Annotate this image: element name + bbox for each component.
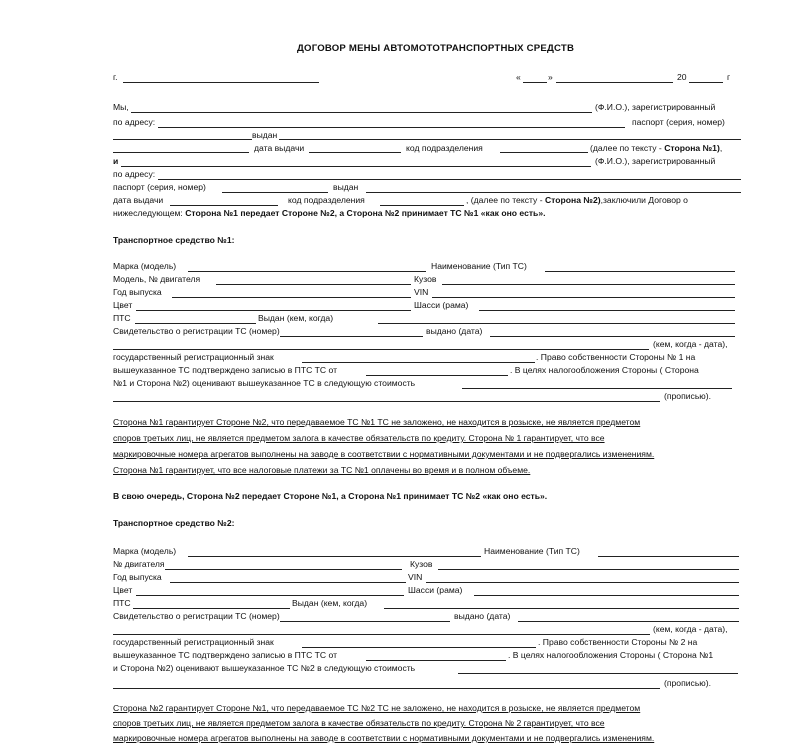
passport1-label: паспорт (серия, номер) [632,117,725,127]
v1-make-label: Марка (модель) [113,261,177,271]
v1-name-type-label: Наименование (Тип ТС) [431,261,527,271]
v2-make-field[interactable] [188,556,481,557]
v2-vin-field[interactable] [426,582,739,583]
v1-body-label: Кузов [414,274,437,284]
subject-line: нижеследующем: Сторона №1 передает Стороне №2, а Сторона №2 принимает ТС №1 «как оно есть». [113,208,546,218]
v1-vin-field[interactable] [432,297,735,298]
v1-year-label: Год выпуска [113,287,162,297]
v2-chassis-field[interactable] [474,595,739,596]
document-title: ДОГОВОР МЕНЫ АВТОМОТОТРАНСПОРТНЫХ СРЕДСТВ [297,43,575,54]
day-field[interactable] [523,82,547,83]
v1-body-field[interactable] [442,284,735,285]
vehicle2-heading: Транспортное средство №2: [113,518,235,528]
issue-date2-field[interactable] [170,205,278,206]
v2-who-when-field[interactable] [113,634,650,635]
year-field[interactable] [689,82,723,83]
issued2-field[interactable] [366,192,741,193]
we-label: Мы, [113,102,129,112]
v1-pts-label: ПТС [113,313,131,323]
v2-vin-label: VIN [408,572,423,582]
guarantee1-line: Сторона №1 гарантирует Стороне №2, что передаваемое ТС №1 ТС не заложено, не находится в розыске, не является предметом [113,417,641,427]
v1-engine-label: Модель, № двигателя [113,274,201,284]
issued1-label: выдан [252,130,278,140]
v2-pts-field[interactable] [133,608,290,609]
v1-chassis-field[interactable] [479,310,735,311]
guarantee1-line: Сторона №1 гарантирует, что все налоговые платежи за ТС №1 оплачены во время и в полном объеме. [113,465,531,475]
v1-reg-cert-label: Свидетельство о регистрации ТС (номер) [113,326,280,336]
v1-reg-cert-field[interactable] [280,336,423,337]
v2-body-field[interactable] [438,569,739,570]
dept-code1-label: код подразделения [406,143,483,153]
v1-color-label: Цвет [113,300,133,310]
v1-tax-text: . В целях налогообложения Стороны ( Сторона [510,365,699,375]
v1-make-field[interactable] [188,271,426,272]
dept-code2-field[interactable] [380,205,464,206]
month-field[interactable] [556,82,673,83]
issued1-cont-field[interactable] [113,152,249,153]
address1-field[interactable] [158,127,625,128]
year-prefix: 20 [677,72,687,82]
v2-pts-issued-field[interactable] [384,608,739,609]
v1-chassis-label: Шасси (рама) [414,300,469,310]
city-label: г. [113,72,118,82]
vehicle1-heading: Транспортное средство №1: [113,235,235,245]
v2-ownership-text: . Право собственности Стороны № 2 на [538,637,698,647]
passport1-number-field[interactable] [113,139,249,140]
address1-label: по адресу: [113,117,156,127]
year-suffix: г [727,72,731,82]
and-label: и [113,156,119,166]
v2-reg-issued-field[interactable] [518,621,739,622]
city-field[interactable] [123,82,319,83]
v2-pts-issued-label: Выдан (кем, когда) [292,598,368,608]
v1-confirmed-text: вышеуказанное ТС подтверждено записью в ПТС ТС от [113,365,338,375]
v1-who-when-label: (кем, когда - дата), [653,339,728,349]
v1-valuation-text: №1 и Сторона №2) оценивают вышеуказанное ТС в следующую стоимость [113,378,416,388]
v2-color-label: Цвет [113,585,133,595]
v1-value-field[interactable] [462,388,732,389]
v1-confirmed-date-field[interactable] [366,375,508,376]
fio2-field[interactable] [121,166,591,167]
fio1-label: (Ф.И.О.), зарегистрированный [595,102,716,112]
v1-pts-issued-field[interactable] [378,323,735,324]
v1-reg-issued-field[interactable] [490,336,735,337]
guarantee2-line: споров третьих лиц, не является предметом залога в качестве обязательств по кредиту. Сторона № 2 гарантирует, что все [113,718,605,728]
v1-who-when-field[interactable] [113,349,649,350]
v2-engine-field[interactable] [165,569,402,570]
v2-in-words-label: (прописью). [664,678,711,688]
v1-pts-field[interactable] [135,323,256,324]
v1-plate-field[interactable] [302,362,535,363]
v2-valuation-text: и Сторона №2) оценивают вышеуказанное ТС №2 в следующую стоимость [113,663,416,673]
issued2-label: выдан [333,182,359,192]
v2-confirmed-date-field[interactable] [366,660,506,661]
v2-plate-field[interactable] [302,647,536,648]
v2-name-type-field[interactable] [598,556,739,557]
v2-confirmed-text: вышеуказанное ТС подтверждено записью в ПТС ТС от [113,650,338,660]
dept-code2-label: код подразделения [288,195,365,205]
issue-date1-field[interactable] [309,152,401,153]
v2-who-when-label: (кем, когда - дата), [653,624,728,634]
v2-year-field[interactable] [170,582,406,583]
v1-pts-issued-label: Выдан (кем, когда) [258,313,334,323]
v2-reg-issued-label: выдано (дата) [454,611,511,621]
v2-name-type-label: Наименование (Тип ТС) [484,546,580,556]
v1-name-type-field[interactable] [545,271,735,272]
v2-engine-label: № двигателя [113,559,165,569]
v2-value-words-field[interactable] [113,688,660,689]
issue-date2-label: дата выдачи [113,195,164,205]
issue-date1-label: дата выдачи [254,143,305,153]
v2-chassis-label: Шасси (рама) [408,585,463,595]
v1-engine-field[interactable] [216,284,411,285]
v2-make-label: Марка (модель) [113,546,177,556]
v1-year-field[interactable] [172,297,411,298]
v2-year-label: Год выпуска [113,572,162,582]
dept-code1-field[interactable] [500,152,588,153]
v1-ownership-text: . Право собственности Стороны № 1 на [536,352,696,362]
v1-color-field[interactable] [136,310,411,311]
v1-in-words-label: (прописью). [664,391,711,401]
v1-plate-label: государственный регистрационный знак [113,352,274,362]
v2-reg-cert-field[interactable] [280,621,450,622]
party1-alias: (далее по тексту - Сторона №1), [590,143,723,153]
party2-alias: , (далее по тексту - Сторона №2),заключили Договор о [466,195,688,205]
v1-vin-label: VIN [414,287,429,297]
guarantee2-line: маркировочные номера агрегатов выполнены на заводе в соответствии с нормативными документами и не подвергались изменениям. [113,733,655,743]
v1-reg-issued-label: выдано (дата) [426,326,483,336]
passport2-label: паспорт (серия, номер) [113,182,206,192]
guarantee1-line: маркировочные номера агрегатов выполнены на заводе в соответствии с нормативными документами и не подвергались изменениям. [113,449,655,459]
v2-body-label: Кузов [410,559,433,569]
v1-value-words-field[interactable] [113,401,660,402]
v2-pts-label: ПТС [113,598,131,608]
v2-color-field[interactable] [136,595,404,596]
v2-reg-cert-label: Свидетельство о регистрации ТС (номер) [113,611,280,621]
v2-tax-text: . В целях налогообложения Стороны ( Сторона №1 [508,650,714,660]
exchange2-text: В свою очередь, Сторона №2 передает Стороне №1, а Сторона №1 принимает ТС №2 «как оно есть». [113,491,548,501]
date-close-quote: » [548,72,553,82]
date-open-quote: « [516,72,521,82]
v2-value-field[interactable] [458,673,738,674]
v2-plate-label: государственный регистрационный знак [113,637,274,647]
fio1-field[interactable] [131,112,592,113]
guarantee2-line: Сторона №2 гарантирует Стороне №1, что передаваемое ТС №2 ТС не заложено, не находится в розыске, не является предметом [113,703,641,713]
fio2-label: (Ф.И.О.), зарегистрированный [595,156,716,166]
passport2-field[interactable] [222,192,328,193]
guarantee1-line: споров третьих лиц, не является предметом залога в качестве обязательств по кредиту. Сторона № 1 гарантирует, что все [113,433,605,443]
address2-field[interactable] [158,179,741,180]
address2-label: по адресу: [113,169,156,179]
